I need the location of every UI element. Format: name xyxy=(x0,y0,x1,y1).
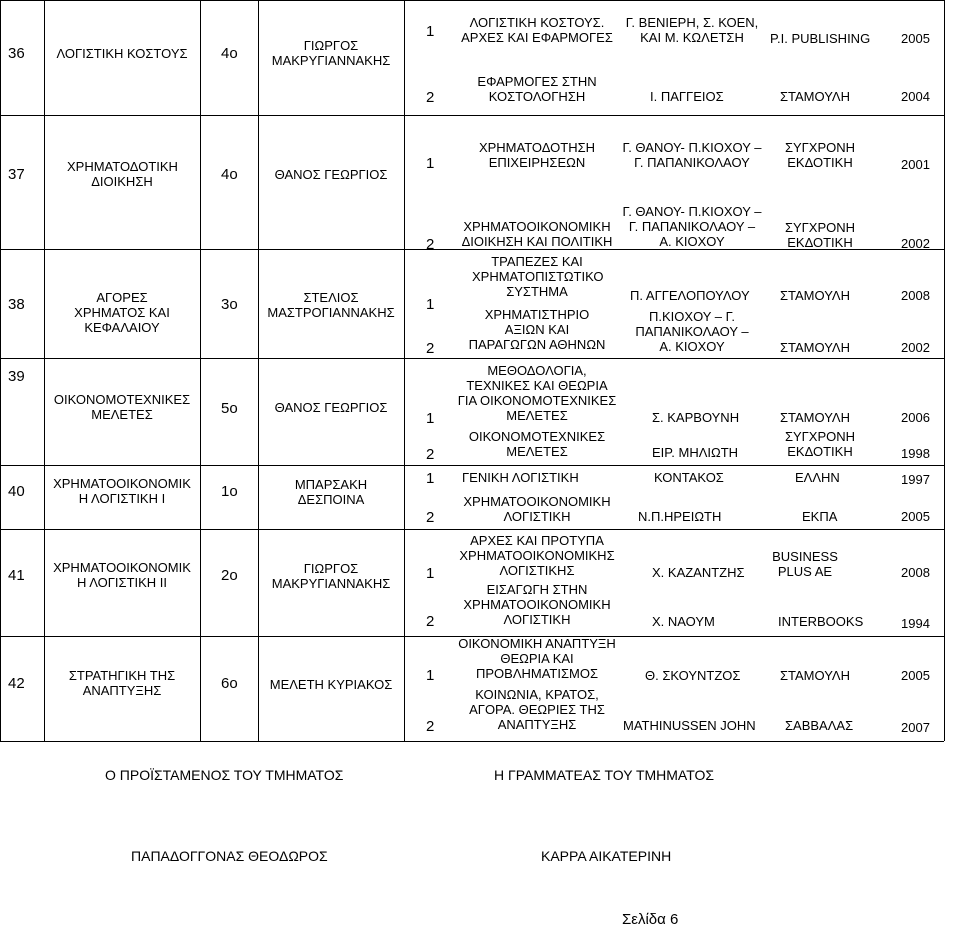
instructor: ΜΕΛΕΤΗ ΚΥΡΙΑΚΟΣ xyxy=(269,677,393,692)
book-index: 2 xyxy=(426,340,435,357)
course-title: ΑΓΟΡΕΣ ΧΡΗΜΑΤΟΣ ΚΑΙ ΚΕΦΑΛΑΙΟΥ xyxy=(74,290,170,335)
row-divider xyxy=(0,115,944,116)
book-publisher: ΣΤΑΜΟΥΛΗ xyxy=(780,288,850,303)
book-year: 2004 xyxy=(901,89,930,104)
book-author: Χ. ΚΑΖΑΝΤΖΗΣ xyxy=(652,565,745,580)
book-title: ΜΕΘΟΔΟΛΟΓΙΑ, ΤΕΧΝΙΚΕΣ ΚΑΙ ΘΕΩΡΙΑ ΓΙΑ ΟΙΚΟΝΟΜΟΤΕΧΝΙΚΕΣ ΜΕΛΕΤΕΣ xyxy=(457,363,617,423)
book-author: Γ. ΘΑΝΟΥ- Π.ΚΙΟΧΟΥ – Γ. ΠΑΠΑΝΙΚΟΛΑΟΥ xyxy=(622,140,762,170)
book-title: ΛΟΓΙΣΤΙΚΗ ΚΟΣΤΟΥΣ. ΑΡΧΕΣ ΚΑΙ ΕΦΑΡΜΟΓΕΣ xyxy=(461,15,613,45)
course-title: ΧΡΗΜΑΤΟΔΟΤΙΚΗ ΔΙΟΙΚΗΣΗ xyxy=(67,159,178,189)
course-title: ΛΟΓΙΣΤΙΚΗ ΚΟΣΤΟΥΣ xyxy=(56,46,188,61)
row-number: 40 xyxy=(8,483,25,500)
row-number: 41 xyxy=(8,567,25,584)
book-index: 2 xyxy=(426,446,435,463)
instructor: ΘΑΝΟΣ ΓΕΩΡΓΙΟΣ xyxy=(274,167,388,182)
book-publisher: BUSINESS PLUS AE xyxy=(772,549,838,579)
book-index: 1 xyxy=(426,23,435,40)
book-author: Ι. ΠΑΓΓΕΙΟΣ xyxy=(650,89,724,104)
col-divider xyxy=(404,0,405,741)
book-author: Π. ΑΓΓΕΛΟΠΟΥΛΟΥ xyxy=(630,288,750,303)
book-publisher: ΣΥΓΧΡΟΝΗ ΕΚΔΟΤΙΚΗ xyxy=(784,140,856,170)
row-divider xyxy=(0,465,944,466)
book-publisher: INTERBOOKS xyxy=(778,614,864,629)
course-title: ΧΡΗΜΑΤΟΟΙΚΟΝΟΜΙΚ Η ΛΟΓΙΣΤΙΚΗ Ι xyxy=(53,476,191,506)
book-title: ΕΙΣΑΓΩΓΗ ΣΤΗΝ ΧΡΗΜΑΤΟΟΙΚΟΝΟΜΙΚΗ ΛΟΓΙΣΤΙΚΗ xyxy=(463,582,611,627)
book-index: 2 xyxy=(426,236,435,253)
book-publisher: ΣΤΑΜΟΥΛΗ xyxy=(780,340,850,355)
book-year: 1997 xyxy=(901,472,930,487)
book-year: 2005 xyxy=(901,31,930,46)
book-title: ΟΙΚΟΝΟΜΙΚΗ ΑΝΑΠΤΥΞΗ ΘΕΩΡΙΑ ΚΑΙ ΠΡΟΒΛΗΜΑΤΙΣΜΟΣ xyxy=(458,636,616,681)
instructor: ΓΙΩΡΓΟΣ ΜΑΚΡΥΓΙΑΝΝΑΚΗΣ xyxy=(271,561,391,591)
book-title: ΚΟΙΝΩΝΙΑ, ΚΡΑΤΟΣ, ΑΓΟΡΑ. ΘΕΩΡΙΕΣ ΤΗΣ ΑΝΑΠΤΥΞΗΣ xyxy=(469,687,605,732)
instructor: ΓΙΩΡΓΟΣ ΜΑΚΡΥΓΙΑΝΝΑΚΗΣ xyxy=(271,38,391,68)
book-author: Χ. ΝΑΟΥΜ xyxy=(652,614,715,629)
book-year: 2001 xyxy=(901,157,930,172)
book-publisher: ΣΤΑΜΟΥΛΗ xyxy=(780,89,850,104)
book-year: 2005 xyxy=(901,509,930,524)
book-title: ΧΡΗΜΑΤΟΟΙΚΟΝΟΜΙΚΗ ΔΙΟΙΚΗΣΗ ΚΑΙ ΠΟΛΙΤΙΚΗ xyxy=(461,219,613,249)
book-index: 2 xyxy=(426,718,435,735)
course-title: ΣΤΡΑΤΗΓΙΚΗ ΤΗΣ ΑΝΑΠΤΥΞΗΣ xyxy=(68,668,176,698)
book-year: 2008 xyxy=(901,565,930,580)
book-index: 1 xyxy=(426,667,435,684)
book-publisher: ΕΚΠΑ xyxy=(802,509,838,524)
book-author: Σ. ΚΑΡΒΟΥΝΗ xyxy=(652,410,740,425)
semester: 2ο xyxy=(221,567,238,584)
col-divider xyxy=(200,0,201,741)
secretary-title: Η ΓΡΑΜΜΑΤΕΑΣ ΤΟΥ ΤΜΗΜΑΤΟΣ xyxy=(494,767,715,783)
book-title: ΓΕΝΙΚΗ ΛΟΓΙΣΤΙΚΗ xyxy=(462,470,579,485)
book-publisher: ΕΛΛΗΝ xyxy=(795,470,840,485)
semester: 5ο xyxy=(221,400,238,417)
book-index: 1 xyxy=(426,155,435,172)
book-title: ΟΙΚΟΝΟΜΟΤΕΧΝΙΚΕΣ ΜΕΛΕΤΕΣ xyxy=(468,429,606,459)
book-year: 2008 xyxy=(901,288,930,303)
book-author: Γ. ΒΕΝΙΕΡΗ, Σ. ΚΟΕΝ, ΚΑΙ Μ. ΚΩΛΕΤΣΗ xyxy=(625,15,759,45)
row-number: 36 xyxy=(8,45,25,62)
book-index: 1 xyxy=(426,565,435,582)
book-author: ΕΙΡ. ΜΗΛΙΩΤΗ xyxy=(652,445,739,460)
book-title: ΧΡΗΜΑΤΙΣΤΗΡΙΟ ΑΞΙΩΝ ΚΑΙ ΠΑΡΑΓΩΓΩΝ ΑΘΗΝΩΝ xyxy=(468,307,606,352)
book-publisher: ΣΥΓΧΡΟΝΗ ΕΚΔΟΤΙΚΗ xyxy=(784,220,856,250)
book-title: ΧΡΗΜΑΤΟΟΙΚΟΝΟΜΙΚΗ ΛΟΓΙΣΤΙΚΗ xyxy=(463,494,611,524)
semester: 1ο xyxy=(221,483,238,500)
book-index: 1 xyxy=(426,410,435,427)
row-number: 39 xyxy=(8,368,25,385)
instructor: ΘΑΝΟΣ ΓΕΩΡΓΙΟΣ xyxy=(274,400,388,415)
book-author: Θ. ΣΚΟΥΝΤΖΟΣ xyxy=(645,668,741,683)
row-divider xyxy=(0,529,944,530)
table-border-top xyxy=(0,0,944,1)
book-publisher: ΣΑΒΒΑΛΑΣ xyxy=(785,718,854,733)
col-divider xyxy=(44,0,45,741)
col-divider xyxy=(944,0,945,741)
book-year: 2005 xyxy=(901,668,930,683)
semester: 6ο xyxy=(221,675,238,692)
head-of-department-name: ΠΑΠΑΔΟΓΓΟΝΑΣ ΘΕΟΔΩΡΟΣ xyxy=(131,848,328,864)
book-title: ΕΦΑΡΜΟΓΕΣ ΣΤΗΝ ΚΟΣΤΟΛΟΓΗΣΗ xyxy=(477,74,597,104)
book-index: 2 xyxy=(426,613,435,630)
row-number: 37 xyxy=(8,166,25,183)
book-author: Π.ΚΙΟΧΟΥ – Γ. ΠΑΠΑΝΙΚΟΛΑΟΥ – Α. ΚΙΟΧΟΥ xyxy=(635,309,749,354)
book-title: ΤΡΑΠΕΖΕΣ ΚΑΙ ΧΡΗΜΑΤΟΠΙΣΤΩΤΙΚΟ ΣΥΣΤΗΜΑ xyxy=(472,254,604,299)
book-year: 1998 xyxy=(901,446,930,461)
book-index: 2 xyxy=(426,89,435,106)
row-number: 38 xyxy=(8,296,25,313)
book-index: 2 xyxy=(426,509,435,526)
secretary-name: ΚΑΡΡΑ ΑΙΚΑΤΕΡΙΝΗ xyxy=(541,848,672,864)
table-border-bottom xyxy=(0,741,944,742)
book-author: Γ. ΘΑΝΟΥ- Π.ΚΙΟΧΟΥ – Γ. ΠΑΠΑΝΙΚΟΛΑΟΥ – Α. ΚΙΟΧΟΥ xyxy=(622,204,762,249)
semester: 4ο xyxy=(221,166,238,183)
book-author: Ν.Π.ΗΡΕΙΩΤΗ xyxy=(638,509,722,524)
book-title: ΧΡΗΜΑΤΟΔΟΤΗΣΗ ΕΠΙΧΕΙΡΗΣΕΩΝ xyxy=(478,140,596,170)
book-author: ΚΟΝΤΑΚΟΣ xyxy=(654,470,724,485)
semester: 4ο xyxy=(221,45,238,62)
book-year: 2007 xyxy=(901,720,930,735)
book-index: 1 xyxy=(426,470,435,487)
row-divider xyxy=(0,358,944,359)
instructor: ΣΤΕΛΙΟΣ ΜΑΣΤΡΟΓΙΑΝΝΑΚΗΣ xyxy=(267,290,395,320)
book-index: 1 xyxy=(426,296,435,313)
course-title: ΧΡΗΜΑΤΟΟΙΚΟΝΟΜΙΚ Η ΛΟΓΙΣΤΙΚΗ ΙΙ xyxy=(53,560,191,590)
row-number: 42 xyxy=(8,675,25,692)
book-year: 2002 xyxy=(901,236,930,251)
book-year: 2002 xyxy=(901,340,930,355)
book-title: ΑΡΧΕΣ ΚΑΙ ΠΡΟΤΥΠΑ ΧΡΗΜΑΤΟΟΙΚΟΝΟΜΙΚΗΣ ΛΟΓΙΣΤΙΚΗΣ xyxy=(459,533,615,578)
book-publisher: ΣΤΑΜΟΥΛΗ xyxy=(780,668,850,683)
book-year: 1994 xyxy=(901,616,930,631)
semester: 3ο xyxy=(221,296,238,313)
book-publisher: P.I. PUBLISHING xyxy=(770,31,871,46)
head-of-department-title: Ο ΠΡΟΪΣΤΑΜΕΝΟΣ ΤΟΥ ΤΜΗΜΑΤΟΣ xyxy=(105,767,344,783)
book-publisher: ΣΥΓΧΡΟΝΗ ΕΚΔΟΤΙΚΗ xyxy=(784,429,856,459)
col-divider xyxy=(0,0,1,741)
course-title: ΟΙΚΟΝΟΜΟΤΕΧΝΙΚΕΣ ΜΕΛΕΤΕΣ xyxy=(53,392,191,422)
page-number: Σελίδα 6 xyxy=(622,911,679,928)
instructor: ΜΠΑΡΣΑΚΗ ΔΕΣΠΟΙΝΑ xyxy=(294,477,368,507)
book-year: 2006 xyxy=(901,410,930,425)
book-author: MATHINUSSEN JOHN xyxy=(623,718,756,733)
book-publisher: ΣΤΑΜΟΥΛΗ xyxy=(780,410,850,425)
col-divider xyxy=(258,0,259,741)
